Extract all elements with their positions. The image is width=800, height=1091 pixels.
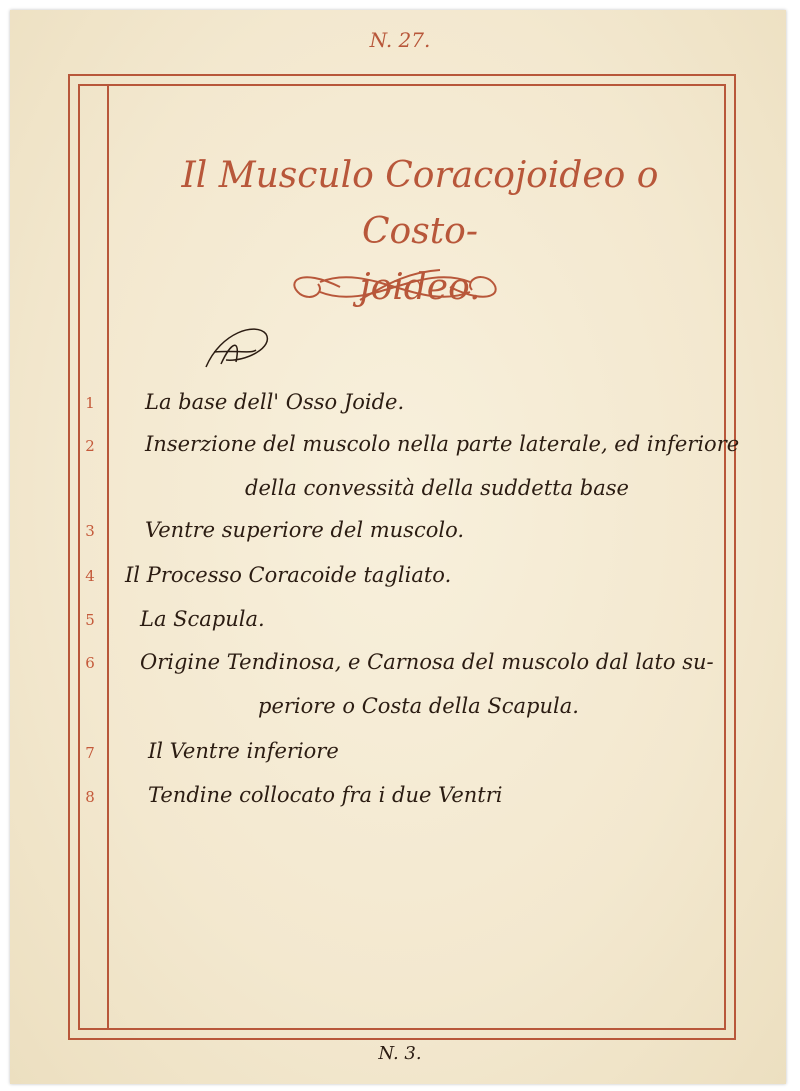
legend-text: periore o Costa della Scapula.	[258, 694, 579, 718]
legend-text: Il Processo Coracoide tagliato.	[125, 563, 452, 587]
legend-text: Ventre superiore del muscolo.	[145, 518, 465, 542]
legend-text: Tendine collocato fra i due Ventri	[148, 783, 503, 807]
legend-number: 2	[85, 437, 95, 455]
legend-number: 6	[85, 654, 95, 672]
legend-text: Origine Tendinosa, e Carnosa del muscolo dal lato su-	[140, 650, 714, 674]
legend-text: della convessità della suddetta base	[245, 476, 629, 500]
legend-number: 5	[85, 611, 95, 629]
initial-flourish-icon	[196, 322, 276, 382]
title-line-2: joideo.	[359, 267, 481, 308]
legend-text: Il Ventre inferiore	[148, 739, 339, 763]
footer-plate-number: N. 3.	[378, 1043, 422, 1064]
ornament-flourish-icon	[280, 262, 510, 312]
legend-number: 7	[85, 744, 95, 762]
legend-text: Inserzione del muscolo nella parte laterale, ed inferiore	[145, 432, 740, 456]
legend-text: La base dell' Osso Joide.	[145, 390, 405, 414]
title-line-1: Il Musculo Coracojoideo o Costo-	[181, 155, 659, 252]
legend-number: 1	[85, 394, 95, 412]
legend-number: 4	[85, 567, 95, 585]
legend-number: 3	[85, 522, 95, 540]
legend-number: 8	[85, 788, 95, 806]
page-number: N. 27.	[369, 28, 431, 52]
margin-rule	[107, 84, 109, 1030]
legend-text: La Scapula.	[140, 607, 265, 631]
